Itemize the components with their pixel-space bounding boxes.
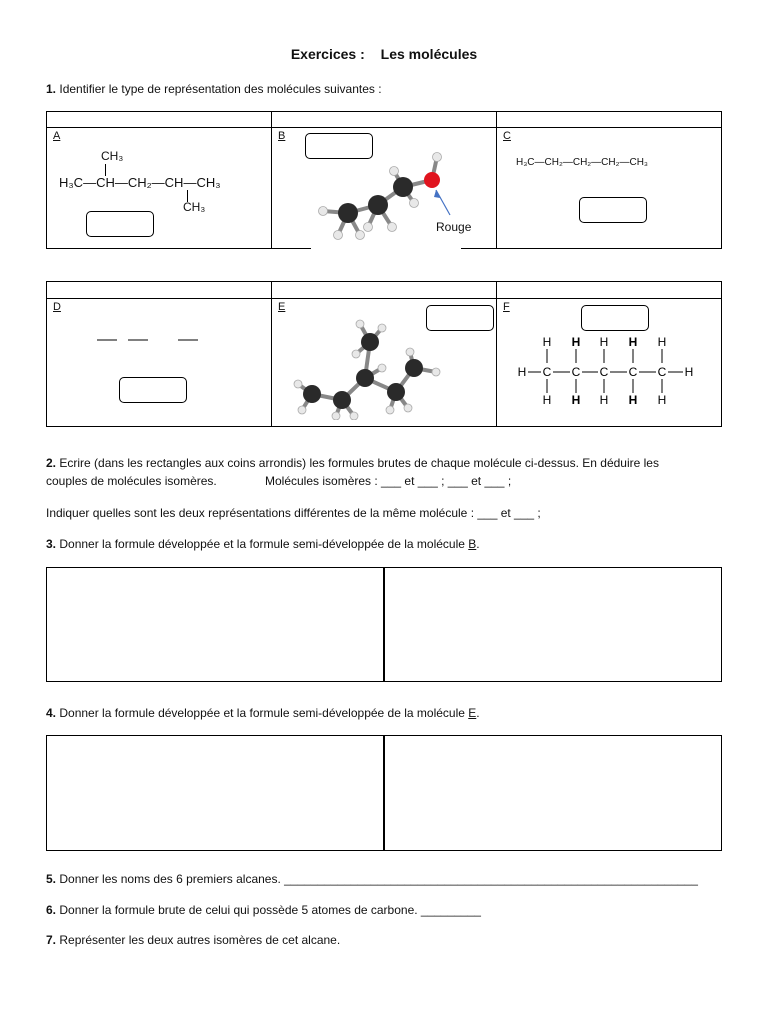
q5-number: 5. bbox=[46, 872, 57, 886]
cell-label-b: B bbox=[278, 130, 286, 142]
molecule-a-ch3-top: CH₃ bbox=[101, 149, 124, 163]
f-h-left: H bbox=[517, 365, 527, 379]
table1-col-divider-1 bbox=[271, 111, 272, 248]
page-title bbox=[0, 46, 768, 62]
q3-answer-semi-developed[interactable] bbox=[383, 567, 722, 682]
molecule-c-formula: H₃C—CH₂—CH₂—CH₂—CH₃ bbox=[516, 157, 649, 168]
f-c-5: C bbox=[657, 365, 667, 379]
answer-box-c[interactable] bbox=[579, 197, 647, 223]
f-h-bottom-5: H bbox=[657, 393, 667, 407]
table2-col-divider-2 bbox=[496, 281, 497, 426]
q3-answer-developed[interactable] bbox=[46, 567, 385, 682]
q2-line2b: Molécules isomères : ___ et ___ ; ___ et ___ ; bbox=[265, 474, 512, 488]
molecule-b-annotation: Rouge bbox=[436, 220, 472, 234]
q7-number: 7. bbox=[46, 933, 57, 947]
q2b-text: Indiquer quelles sont les deux représentations différentes de la même molécule : ___ et ___ ; bbox=[46, 506, 541, 520]
table1-bottom-gap bbox=[311, 246, 461, 250]
q6-number: 6. bbox=[46, 903, 57, 917]
q3-number: 3. bbox=[46, 537, 57, 551]
f-h-bottom-4: H bbox=[628, 393, 638, 407]
f-c-3: C bbox=[599, 365, 609, 379]
molecule-b-oxygen bbox=[424, 172, 440, 188]
question-4 bbox=[46, 704, 480, 722]
table1-col-divider-2 bbox=[496, 111, 497, 248]
q2-line2a: couples de molécules isomères. bbox=[46, 474, 217, 488]
q3-end: . bbox=[476, 537, 480, 551]
question-3 bbox=[46, 535, 480, 553]
q3-molecule: B bbox=[468, 537, 477, 551]
q2-number: 2. bbox=[46, 456, 57, 470]
molecule-b-arrow bbox=[436, 190, 450, 215]
molecule-e-ball-and-stick bbox=[290, 312, 450, 420]
q4-number: 4. bbox=[46, 706, 57, 720]
f-h-bottom-3: H bbox=[599, 393, 609, 407]
f-h-top-2: H bbox=[571, 335, 581, 349]
question-2-isomers bbox=[265, 472, 511, 490]
f-c-1: C bbox=[542, 365, 552, 379]
f-h-top-1: H bbox=[542, 335, 552, 349]
table1-header-divider bbox=[46, 127, 722, 128]
q4-answer-developed[interactable] bbox=[46, 735, 385, 851]
q4-end: . bbox=[476, 706, 480, 720]
f-h-right: H bbox=[684, 365, 694, 379]
q7-text: Représenter les deux autres isomères de cet alcane. bbox=[59, 933, 341, 947]
q1-text: Identifier le type de représentation des molécules suivantes : bbox=[59, 82, 382, 96]
question-2 bbox=[46, 454, 736, 472]
cell-label-d: D bbox=[53, 301, 61, 313]
question-2b bbox=[46, 504, 541, 522]
q1-number: 1. bbox=[46, 82, 57, 96]
q4-text: Donner la formule développée et la formule semi-développée de la molécule bbox=[59, 706, 469, 720]
q6-text: Donner la formule brute de celui qui possède 5 atomes de carbone. _________ bbox=[59, 903, 481, 917]
f-c-2: C bbox=[571, 365, 581, 379]
question-7 bbox=[46, 931, 340, 949]
molecule-a-main-chain: H₃C—CH—CH₂—CH—CH₃ bbox=[59, 175, 221, 190]
molecule-a-ch3-bottom: CH₃ bbox=[183, 200, 206, 214]
f-h-top-3: H bbox=[599, 335, 609, 349]
f-h-top-4: H bbox=[628, 335, 638, 349]
f-h-bottom-2: H bbox=[571, 393, 581, 407]
cell-label-a: A bbox=[53, 130, 61, 142]
title-left: Exercices : bbox=[290, 46, 365, 62]
answer-box-d[interactable] bbox=[119, 377, 187, 403]
molecule-f-structural bbox=[512, 332, 702, 410]
q4-molecule: E bbox=[468, 706, 477, 720]
question-2-line2 bbox=[46, 472, 217, 490]
question-5 bbox=[46, 870, 698, 888]
table2-header-divider bbox=[46, 298, 722, 299]
answer-box-f[interactable] bbox=[581, 305, 649, 331]
title-right: Les molécules bbox=[380, 46, 478, 62]
cell-label-c: C bbox=[503, 130, 511, 142]
question-1 bbox=[46, 80, 382, 98]
q4-answer-semi-developed[interactable] bbox=[383, 735, 722, 851]
f-h-bottom-1: H bbox=[542, 393, 552, 407]
q2-line1: Ecrire (dans les rectangles aux coins arrondis) les formules brutes de chaque molécule ci-dessus. En déduire les bbox=[59, 456, 659, 470]
table2-col-divider-1 bbox=[271, 281, 272, 426]
q5-text: Donner les noms des 6 premiers alcanes. ______________________________________________________________ bbox=[59, 872, 698, 886]
molecule-d-skeletal bbox=[95, 335, 205, 345]
f-h-top-5: H bbox=[657, 335, 667, 349]
molecule-b-carbons bbox=[338, 177, 413, 223]
q3-text: Donner la formule développée et la formule semi-développée de la molécule bbox=[59, 537, 469, 551]
f-c-4: C bbox=[628, 365, 638, 379]
question-6 bbox=[46, 901, 481, 919]
cell-label-e: E bbox=[278, 301, 286, 313]
cell-label-f: F bbox=[503, 301, 510, 313]
answer-box-a[interactable] bbox=[86, 211, 154, 237]
